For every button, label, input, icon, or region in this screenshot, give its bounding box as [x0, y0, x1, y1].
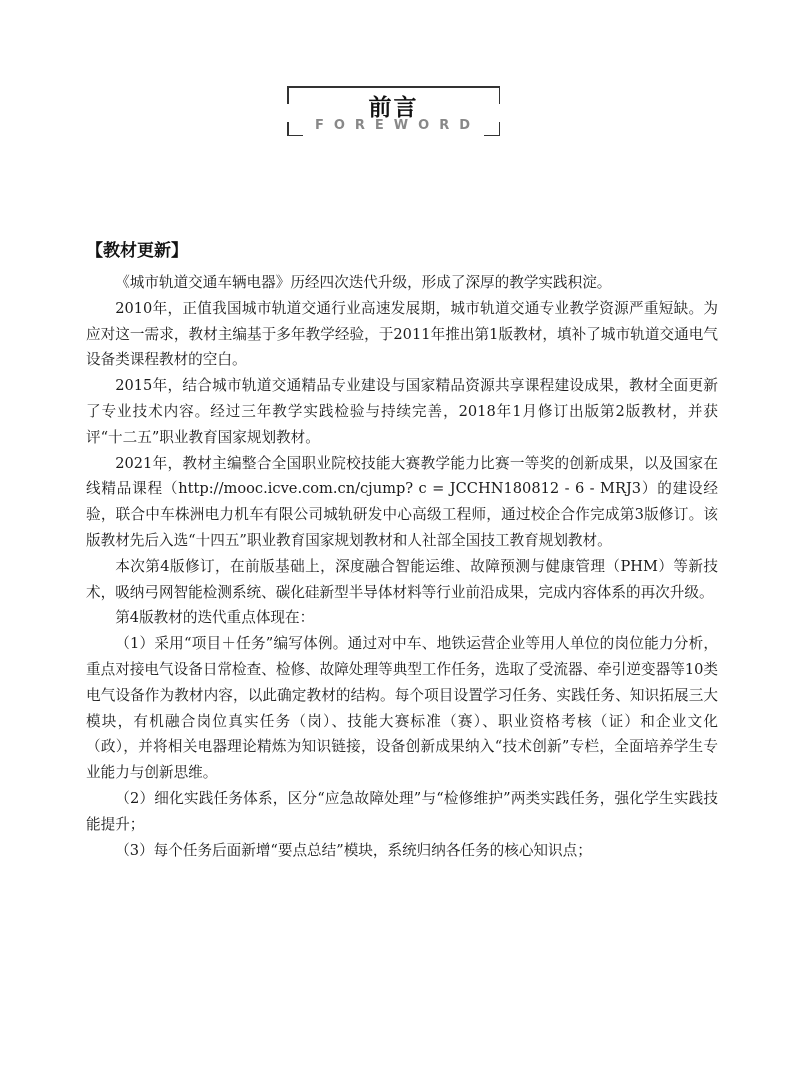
paragraph: （2）细化实践任务体系，区分“应急故障处理”与“检修维护”两类实践任务，强化学生实践技能提升； — [86, 789, 718, 833]
paragraph: 2021年，教材主编整合全国职业院校技能大赛教学能力比赛一等奖的创新成果，以及国家在线精品课程（http://mooc.icve.com.cn/cjump? c = JCCHN180812 - 6 - MRJ3）的建设经验，联合中车株洲电力机车有限公司城轨研发中心高级工程师，通过校企合作完成第3版修订。该版教材先后入选“十四五”职业教育国家规划教材和人社部全国技工教育规划教材。 — [86, 454, 718, 549]
paragraph: 2015年，结合城市轨道交通精品专业建设与国家精品资源共享课程建设成果，教材全面更新了专业技术内容。经过三年教学实践检验与持续完善，2018年1月修订出版第2版教材，并获评“十二五”职业教育国家规划教材。 — [86, 377, 718, 446]
page-title: 前言 — [368, 95, 419, 121]
paragraph: 《城市轨道交通车辆电器》历经四次迭代升级，形成了深厚的教学实践积淀。 — [115, 274, 612, 291]
paragraph: 2010年，正值我国城市轨道交通行业高速发展期，城市轨道交通专业教学资源严重短缺。为应对这一需求，教材主编基于多年教学经验，于2011年推出第1版教材，填补了城市轨道交通电气设备类课程教材的空白。 — [86, 299, 718, 369]
paragraph: 本次第4版修订，在前版基础上，深度融合智能运维、故障预测与健康管理（PHM）等新技术，吸纳弓网智能检测系统、碳化硅新型半导体材料等行业前沿成果，完成内容体系的再次升级。 — [86, 557, 718, 601]
frame-top-line — [287, 86, 500, 88]
paragraph: 第4版教材的迭代重点体现在： — [115, 609, 315, 627]
paragraph: （3）每个任务后面新增“要点总结”模块，系统归纳各任务的核心知识点； — [115, 841, 592, 859]
page-subtitle: FOREWORD — [314, 118, 480, 133]
section-heading: 【教材更新】 — [86, 241, 188, 261]
frame-bottom-left — [287, 135, 303, 137]
foreword-header — [287, 86, 500, 136]
paragraph: （1）采用“项目＋任务”编写体例。通过对中车、地铁运营企业等用人单位的岗位能力分析，重点对接电气设备日常检查、检修、故障处理等典型工作任务，选取了受流器、牵引逆变器等10类电气设备作为教材内容，以此确定教材的结构。每个项目设置学习任务、实践任务、知识拓展三大模块，有机融合岗位真实任务（岗）、技能大赛标准（赛）、职业资格考核（证）和企业文化（政），并将相关电器理论精炼为知识链接，设备创新成果纳入“技术创新”专栏，全面培养学生专业能力与创新思维。 — [86, 635, 718, 782]
frame-bottom-right — [484, 135, 500, 137]
body-text — [86, 270, 718, 863]
